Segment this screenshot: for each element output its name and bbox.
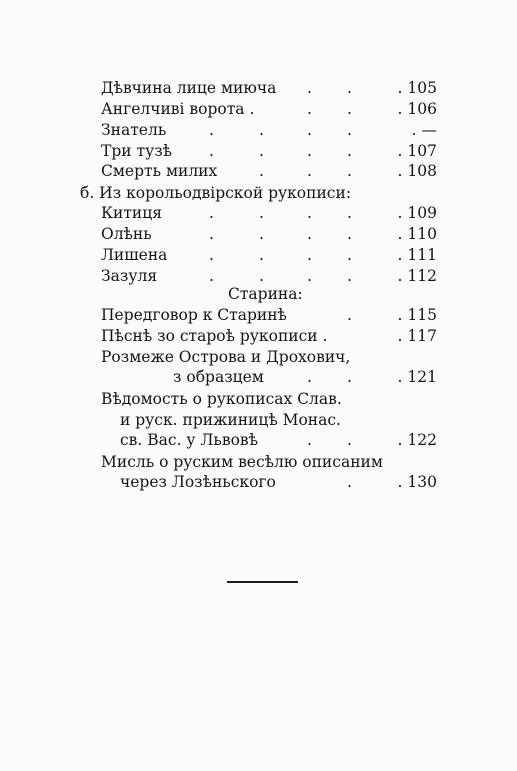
toc-entry-page: . 108	[397, 162, 437, 180]
closing-rule	[227, 581, 298, 583]
toc-entry-page: . 109	[397, 204, 437, 222]
toc-entry-page: . 117	[397, 327, 437, 345]
toc-entry-title: через Лозѣньского	[120, 473, 276, 491]
toc-entry-title: Розмеже Острова и Дрохович,	[101, 348, 351, 366]
toc-entry-title: Олѣнь	[101, 225, 152, 243]
toc-entry-title: Мисль о руским весѣлю описаним	[101, 453, 383, 471]
toc-entry-title: Три тузѣ	[101, 142, 173, 160]
book-page: Дѣвчина лице миюча . . . 105 Ангелчиві ворота . . . . 106 Знатель . . . . . — Три тузѣ . . . . . 107 Смерть милих . . . . 108 б. Из корольодвірской рукописи: Китиця . . . . . 109 Олѣнь . . . . . 110 Лишена . . . . . 111 Зазуля . . . . . 112 Старина: Передговор к Старинѣ . . 115 Пѣснѣ зо староѣ рукописи . . 117 Розмеже Острова и Дрохович, з образцем . . . 121 Вѣдомость о рукописах Слав. и руск. прижиницѣ Монас. св. Вас. у Львовѣ . . . 122 Мисль о руским весѣлю описаним через Лозѣньского . . 130	[0, 0, 517, 771]
toc-entry-page: . 106	[397, 100, 437, 118]
toc-entry-title: Ангелчиві ворота .	[101, 100, 255, 118]
toc-entry-title: и руск. прижиницѣ Монас.	[120, 411, 341, 429]
toc-entry-page: . 111	[397, 246, 437, 264]
toc-entry-title: Китиця	[101, 204, 162, 222]
toc-entry-title: Пѣснѣ зо староѣ рукописи .	[101, 327, 328, 345]
toc-entry-title: Передговор к Старинѣ	[101, 306, 287, 324]
toc-entry-page: . 107	[397, 142, 437, 160]
toc-entry-title: Знатель	[101, 121, 167, 139]
toc-entry-page: . 121	[397, 368, 437, 386]
toc-entry-title: Дѣвчина лице миюча	[101, 79, 277, 97]
toc-entry-page: . —	[411, 121, 437, 139]
toc-entry-title: з образцем	[173, 368, 264, 386]
toc-entry-page: . 105	[397, 79, 437, 97]
toc-entry-page: . 130	[397, 473, 437, 491]
toc-entry-title: Смерть милих	[101, 162, 218, 180]
toc-entry-page: . 115	[397, 306, 437, 324]
section-heading: б. Из корольодвірской рукописи:	[80, 184, 352, 202]
toc-entry-title: Вѣдомость о рукописах Слав.	[101, 390, 342, 408]
toc-entry-page: . 122	[397, 431, 437, 449]
toc-entry-page: . 112	[397, 267, 437, 285]
toc-entry-title: св. Вас. у Львовѣ	[120, 431, 258, 449]
toc-entry-page: . 110	[397, 225, 437, 243]
toc-entry-title: Лишена	[101, 246, 168, 264]
section-heading: Старина:	[228, 285, 303, 303]
toc-entry-title: Зазуля	[101, 267, 158, 285]
